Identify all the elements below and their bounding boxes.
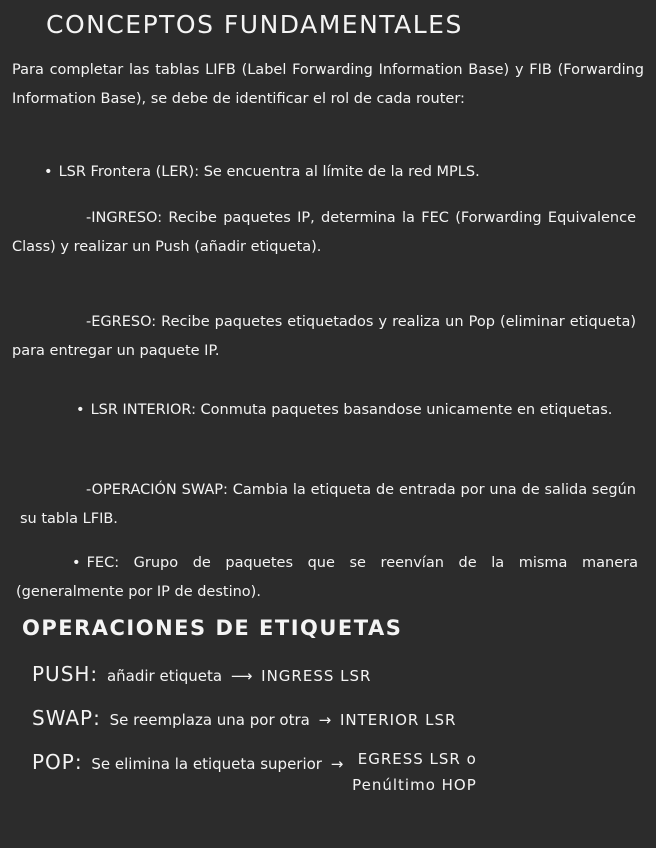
swap-target: INTERIOR LSR xyxy=(339,711,457,729)
ingreso-item: -INGRESO: Recibe paquetes IP, determina la FEC (Forwarding Equivalence Class) y realizar un Push (añadir etiqueta). xyxy=(12,210,636,255)
egreso-item: -EGRESO: Recibe paquetes etiquetados y realiza un Pop (eliminar etiqueta) para entregar un paquete IP. xyxy=(12,314,636,359)
intro-paragraph: Para completar las tablas LIFB (Label Forwarding Information Base) y FIB (Forwarding Information Base), se debe de identificar el rol de cada router: xyxy=(12,62,644,107)
swap-description: Se reemplaza una por otra xyxy=(109,711,310,729)
arrow-right-icon: → xyxy=(330,755,344,773)
push-label: PUSH: xyxy=(32,662,99,686)
fec-item: • FEC: Grupo de paquetes que se reenvían de la misma manera (generalmente por IP de destino). xyxy=(16,549,638,607)
pop-description: Se elimina la etiqueta superior xyxy=(91,755,322,773)
operaciones-title: OPERACIONES DE ETIQUETAS xyxy=(22,616,403,640)
push-operation xyxy=(32,662,371,686)
page-title: CONCEPTOS FUNDAMENTALES xyxy=(46,10,463,39)
lsr-interior-item: • LSR INTERIOR: Conmuta paquetes basandose unicamente en etiquetas. xyxy=(12,396,636,425)
arrow-right-icon: → xyxy=(318,711,332,729)
pop-target-line-2: Penúltimo HOP xyxy=(352,776,477,794)
push-target: INGRESS LSR xyxy=(261,667,372,685)
swap-label: SWAP: xyxy=(32,706,101,730)
swap-item: -OPERACIÓN SWAP: Cambia la etiqueta de entrada por una de salida según su tabla LFIB. xyxy=(20,482,636,527)
pop-target xyxy=(352,746,477,798)
arrow-right-icon: ⟶ xyxy=(230,667,253,685)
lsr-frontera-item: • LSR Frontera (LER): Se encuentra al límite de la red MPLS. xyxy=(44,158,650,187)
push-description: añadir etiqueta xyxy=(106,667,223,685)
pop-target-line-1: EGRESS LSR o xyxy=(357,750,477,768)
pop-operation xyxy=(32,750,477,798)
swap-operation xyxy=(32,706,456,730)
pop-label: POP: xyxy=(32,750,83,774)
